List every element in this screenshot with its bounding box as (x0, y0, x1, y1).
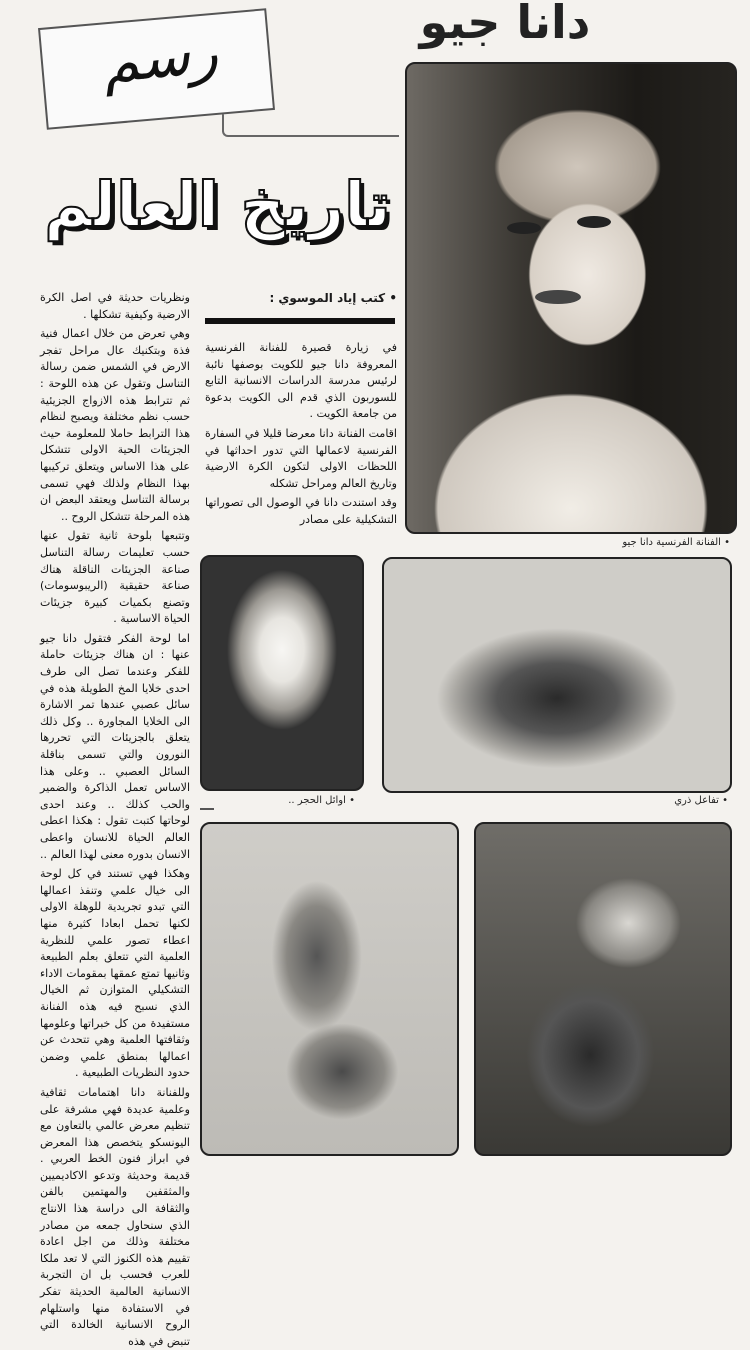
artwork-early-stone-caption: • اوائل الحجر .. (288, 795, 355, 806)
main-paragraph-4: اما لوحة الفكر فتقول دانا جيو عنها : ان هناك جزيئات حاملة للفكر وعندما تصل الى طرف احدى خلايا المخ الطويلة هذه في سائل عصبي عندها تمر الاشارة الى الخلايا المجاورة .. وكل ذلك يتعلق بالجزيئات التي تحررها النورون والتي تسمى بناقلة السائل العصبي .. وعلى هذا الاساس تعمل الذاكرة والضمير والحب كذلك .. وعند احدى لوحاتها كتبت تقول : هكذا اعطى العالم الحياة للانسان واعطى الانسان بدوره معنى لهذا العالم .. (39, 631, 190, 861)
byline: • كتب إياد الموسوي : (269, 291, 397, 305)
intro-paragraph-1: في زيارة قصيرة للفنانة الفرنسية المعروفة دانا جيو للكويت بوصفها نائبة لرئيس مدرسة الدراسات الانسانية التابع للسوربون الذي قدم الى الكويت بدعوة من جامعة الكويت . (205, 341, 397, 421)
main-paragraph-3: وتتبعها بلوحة ثانية تقول عنها حسب تعليمات رسالة التناسل صناعة الجزيئات الناقلة هناك صناعة حقيقية (الريبوسومات) وتصنع بكميات كبيرة جزيئات الحياة الاساسية . (40, 529, 190, 626)
intro-paragraph-2: اقامت الفنانة دانا معرضا قليلا في السفارة الفرنسية لاعمالها التي تدور احداثها في اللحظات الاولى لتكون الكرة الارضية وتاريخ العالم ومراحل تشكله (205, 426, 397, 490)
intro-paragraph-3: وقد استندت دانا في الوصول الى تصوراتها التشكيلية على مصادر (205, 496, 397, 526)
byline-rule (205, 318, 395, 324)
main-paragraph-1: ونظريات حديثة في اصل الكرة الارضية وكيفية تشكلها . (40, 291, 190, 321)
portrait-mouth (535, 290, 581, 304)
top-title: دانا جيو (419, 0, 591, 49)
main-paragraph-5: وهكذا فهي تستند في كل لوحة الى خيال علمي وتنفذ اعمالها التي تبدو تجريدية للوهلة الاولى لكنها تحمل ابعادا كثيرة منها اعطاء تصور علمي للنظرية العلمية التي تتعلق بعلم الطبيعة وثانيها تمتع عمقها بمقومات الاداء التشكيلي المتوازن ثم الخيال الذي نسبح فيه هذه الفنانة مستفيدة من كل خبراتها وعلومها وثقافتها العلمية وهي تتحدث عن اعمالها بمنطق علمي وضمن حدود النظريات الطبيعية . (40, 867, 190, 1080)
main-title: تاريخ العالم (44, 168, 391, 241)
artwork-atomic-interaction-caption: • تفاعل ذري (674, 795, 728, 806)
portrait-eye-left (507, 222, 541, 234)
portrait-photo (405, 62, 737, 534)
caption-divider (200, 808, 214, 810)
artwork-early-stone (200, 555, 364, 791)
artwork-atomic-interaction (382, 557, 732, 793)
portrait-caption: • الفنانة الفرنسية دانا جيو (622, 537, 730, 548)
banner-word: رسم (99, 17, 221, 97)
artwork-bottom-left (200, 822, 459, 1156)
portrait-eye-right (577, 216, 611, 228)
artwork-bottom-right (474, 822, 732, 1156)
main-text-column (39, 290, 190, 1348)
main-paragraph-6: وللفنانة دانا اهتمامات ثقافية وعلمية عديدة فهي مشرفة على تنظيم معرض عالمي بالتعاون مع اليونسكو يتخصص هذا المعرض في ابراز فنون الخط العربي . قديمة وحديثة وتدعو الاكاديميين والمثقفين والمهتمين بالفن والثقافة الى دراسة هذا الانتاج الذي سنحاول جمعه من مصادر مختلفة وذلك من اجل اعادة تقييم هذه الكنوز التي لا تعد ملكا للعرب فحسب بل ان التجربة الانسانية العالمية الحديثة تفكر في الاستفادة منها واستلهام الروح الانسانية الخالدة التي تنبض في هذه (40, 1085, 190, 1348)
intro-column (205, 340, 397, 545)
main-paragraph-2: وهي تعرض من خلال اعمال فنية فذة وبتكنيك عال مراحل تفجر الارض في الشمس ضمن رسالة التناسل وتقول عن هذه اللوحة : ثم تترابط هذه الازواج الجزيئية حسب نظم مختلفة ويصبح لنظام هذا الترابط حاملا للمعلومة حيث الجزيئات الحية الاولى تتشكل على هذا الاساس ويتعلق تركيبها بهذا النظام ولذلك فهي تسمى برسالة التناسل ويعتقد البعض ان هذه المرحلة تتشكل الروح .. (40, 327, 190, 523)
